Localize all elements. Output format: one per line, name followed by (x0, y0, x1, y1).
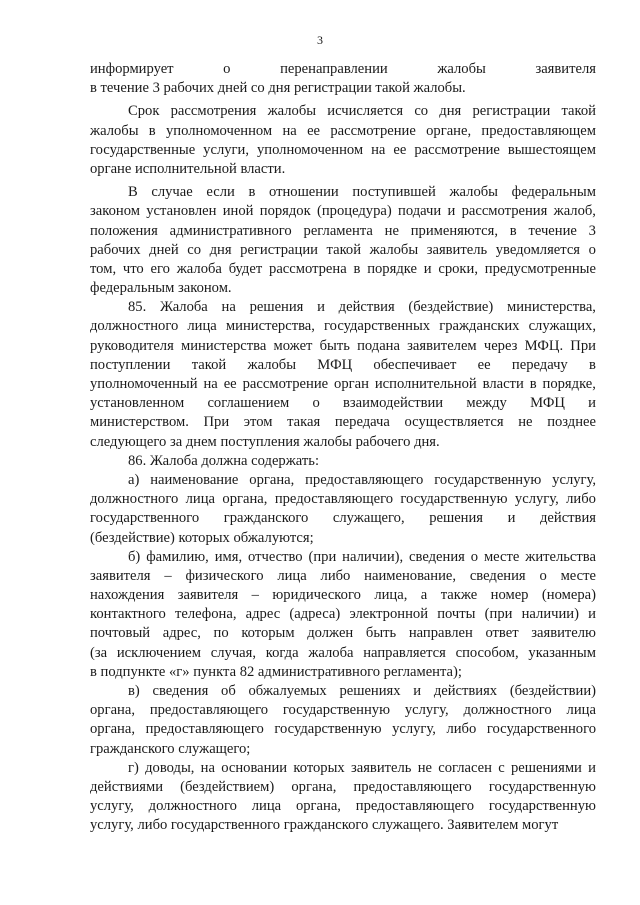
paragraph-p0 (90, 60, 596, 98)
text-line: 85. Жалоба на решения и действия (бездействие) министерства, (128, 299, 596, 316)
paragraph-p3 (90, 298, 596, 452)
paragraph-p2 (90, 183, 596, 298)
text-line: органа, предоставляющего государственную услугу, должностного лица (90, 702, 596, 719)
text-line: (бездействие) которых обжалуются; (90, 529, 314, 546)
text-line: В случае если в отношении поступившей жалобы федеральным (128, 184, 596, 201)
page-number: 3 (317, 33, 323, 47)
text-line: (за исключением случая, когда жалоба направляется способом, указанным (90, 644, 596, 661)
paragraph-p5 (90, 471, 596, 548)
paragraph-p4 (90, 452, 596, 471)
document-body (90, 60, 596, 836)
text-line: органе исполнительной власти. (90, 160, 286, 177)
text-line: Срок рассмотрения жалобы исчисляется со дня регистрации такой (128, 103, 596, 120)
text-line: действиями (бездействием) органа, предоставляющего государственную (90, 778, 596, 795)
text-line: в течение 3 рабочих дней со дня регистрации такой жалобы. (90, 80, 466, 97)
text-line: государственные услуги, уполномоченном на ее рассмотрение вышестоящем (90, 141, 596, 158)
text-line: законом установлен иной порядок (процедура) подачи и рассмотрения жалоб, (90, 203, 596, 220)
text-line: должностного лица органа, предоставляющего государственную услугу, либо (90, 491, 596, 508)
text-line: контактного телефона, адрес (адреса) электронной почты (при наличии) и (90, 606, 596, 623)
paragraph-p8 (90, 759, 596, 836)
text-line: следующего за днем поступления жалобы рабочего дня. (90, 433, 440, 450)
text-line: услугу, либо государственного гражданского служащего. Заявителем могут (90, 817, 559, 834)
text-line: б) фамилию, имя, отчество (при наличии), сведения о месте жительства (128, 548, 596, 565)
text-line: заявителя – физического лица либо наименование, сведения о месте (90, 567, 596, 584)
text-line: федеральным законом. (90, 280, 232, 297)
text-line: уполномоченный на ее рассмотрение орган исполнительной власти в порядке, (90, 376, 596, 392)
text-line: поступлении такой жалобы МФЦ обеспечивает ее передачу в (90, 356, 596, 373)
paragraph-p7 (90, 682, 596, 759)
text-line: государственного гражданского служащего, решения и действия (90, 510, 596, 527)
text-line: почтовый адрес, по которым должен быть направлен ответ заявителю (90, 625, 596, 642)
text-line: том, что его жалоба будет рассмотрена в порядке и сроки, предусмотренные (90, 260, 596, 277)
text-line: должностного лица министерства, государственных гражданских служащих, (90, 318, 596, 335)
text-line: руководителя министерства может быть подана заявителем через МФЦ. При (90, 337, 596, 354)
text-line: министерством. При этом такая передача осуществляется не позднее (90, 414, 596, 431)
text-line: услугу, должностного лица органа, предоставляющего государственную (90, 798, 596, 815)
text-line: жалобы в уполномоченном на ее рассмотрение органе, предоставляющем (90, 122, 596, 139)
text-line: положения административного регламента не применяются, в течение 3 (90, 222, 596, 239)
text-line: органа, предоставляющего государственную услугу, либо государственного (90, 721, 596, 738)
text-line: установленном соглашением о взаимодействии между МФЦ и (90, 395, 596, 412)
text-line: рабочих дней со дня регистрации такой жалобы заявитель уведомляется о (90, 241, 596, 258)
text-line: гражданского служащего; (90, 740, 251, 757)
text-line: в) сведения об обжалуемых решениях и действиях (бездействии) (128, 683, 596, 699)
paragraph-p1 (90, 102, 596, 179)
text-line: г) доводы, на основании которых заявитель не согласен с решениями и (128, 759, 596, 776)
text-line: информирует о перенаправлении жалобы заявителя (90, 61, 596, 77)
text-line: нахождения заявителя – юридического лица, а также номер (номера) (90, 587, 596, 604)
text-line: в подпункте «г» пункта 82 административного регламента); (90, 663, 462, 680)
text-line: 86. Жалоба должна содержать: (128, 452, 319, 469)
text-line: а) наименование органа, предоставляющего государственную услугу, (128, 471, 596, 488)
paragraph-p6 (90, 548, 596, 682)
